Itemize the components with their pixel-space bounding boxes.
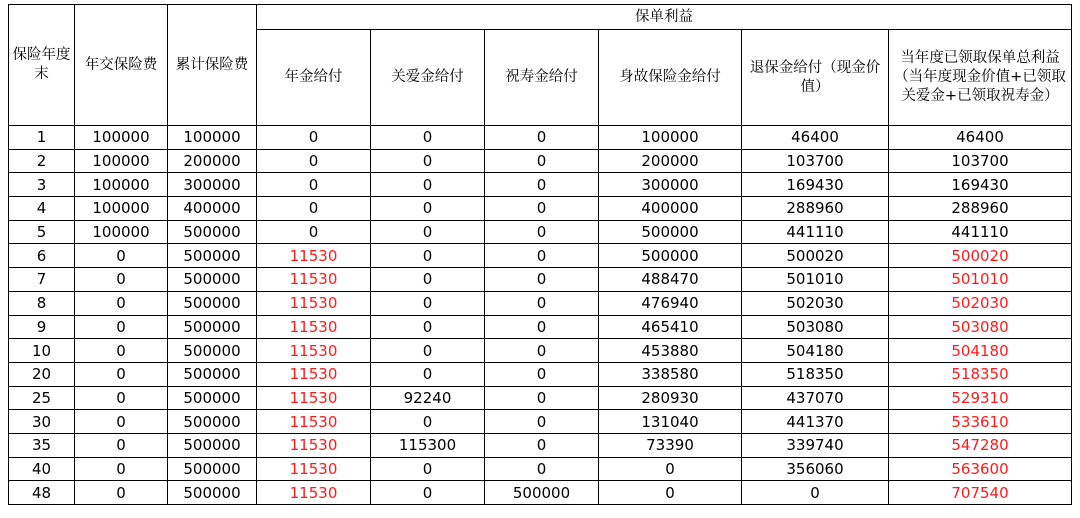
cell-policy-year: 3 <box>9 173 75 197</box>
cell-annual-premium: 100000 <box>75 126 168 150</box>
cell-death-benefit: 0 <box>599 457 742 481</box>
cell-annual-premium: 100000 <box>75 220 168 244</box>
table-row <box>9 339 1072 363</box>
cell-annual-premium: 100000 <box>75 197 168 221</box>
cell-cumulative-premium: 500000 <box>168 268 257 292</box>
header-surrender-value: 退保金给付（现金价值） <box>742 30 889 126</box>
cell-death-benefit: 0 <box>599 481 742 505</box>
cell-annual-premium: 0 <box>75 410 168 434</box>
cell-death-benefit: 488470 <box>599 268 742 292</box>
cell-policy-year: 1 <box>9 126 75 150</box>
cell-total-benefit: 502030 <box>889 291 1072 315</box>
cell-longevity-fund: 0 <box>485 197 599 221</box>
cell-death-benefit: 100000 <box>599 126 742 150</box>
cell-death-benefit: 131040 <box>599 410 742 434</box>
table-row <box>9 173 1072 197</box>
table-row <box>9 315 1072 339</box>
cell-care-fund: 0 <box>371 362 485 386</box>
cell-annual-premium: 100000 <box>75 173 168 197</box>
cell-annual-premium: 0 <box>75 481 168 505</box>
table-row <box>9 433 1072 457</box>
cell-cumulative-premium: 500000 <box>168 315 257 339</box>
cell-death-benefit: 500000 <box>599 244 742 268</box>
cell-total-benefit: 547280 <box>889 433 1072 457</box>
cell-longevity-fund: 0 <box>485 126 599 150</box>
cell-total-benefit: 503080 <box>889 315 1072 339</box>
cell-death-benefit: 465410 <box>599 315 742 339</box>
table-row <box>9 291 1072 315</box>
cell-annuity: 11530 <box>257 410 371 434</box>
cell-care-fund: 0 <box>371 149 485 173</box>
cell-annuity: 11530 <box>257 315 371 339</box>
cell-surrender-value: 437070 <box>742 386 889 410</box>
cell-total-benefit: 504180 <box>889 339 1072 363</box>
cell-total-benefit: 518350 <box>889 362 1072 386</box>
cell-surrender-value: 504180 <box>742 339 889 363</box>
cell-cumulative-premium: 500000 <box>168 244 257 268</box>
cell-annuity: 0 <box>257 220 371 244</box>
cell-cumulative-premium: 500000 <box>168 433 257 457</box>
cell-annual-premium: 0 <box>75 268 168 292</box>
cell-annuity: 11530 <box>257 386 371 410</box>
cell-policy-year: 5 <box>9 220 75 244</box>
cell-cumulative-premium: 100000 <box>168 126 257 150</box>
cell-surrender-value: 500020 <box>742 244 889 268</box>
cell-policy-year: 4 <box>9 197 75 221</box>
cell-cumulative-premium: 500000 <box>168 220 257 244</box>
cell-annuity: 11530 <box>257 362 371 386</box>
cell-surrender-value: 503080 <box>742 315 889 339</box>
cell-total-benefit: 563600 <box>889 457 1072 481</box>
cell-annuity: 11530 <box>257 481 371 505</box>
cell-policy-year: 35 <box>9 433 75 457</box>
cell-total-benefit: 46400 <box>889 126 1072 150</box>
cell-death-benefit: 453880 <box>599 339 742 363</box>
cell-longevity-fund: 0 <box>485 457 599 481</box>
cell-annuity: 0 <box>257 173 371 197</box>
cell-care-fund: 0 <box>371 315 485 339</box>
cell-annuity: 11530 <box>257 433 371 457</box>
header-longevity-fund: 祝寿金给付 <box>485 30 599 126</box>
cell-cumulative-premium: 200000 <box>168 149 257 173</box>
cell-policy-year: 10 <box>9 339 75 363</box>
cell-death-benefit: 73390 <box>599 433 742 457</box>
policy-benefit-table <box>8 4 1072 505</box>
cell-longevity-fund: 500000 <box>485 481 599 505</box>
cell-death-benefit: 300000 <box>599 173 742 197</box>
cell-total-benefit: 500020 <box>889 244 1072 268</box>
header-policy-year-end: 保险年度末 <box>9 5 75 126</box>
cell-surrender-value: 501010 <box>742 268 889 292</box>
header-total-benefit: 当年度已领取保单总利益（当年度现金价值+已领取关爱金+已领取祝寿金） <box>889 30 1072 126</box>
cell-surrender-value: 169430 <box>742 173 889 197</box>
cell-longevity-fund: 0 <box>485 410 599 434</box>
cell-annual-premium: 0 <box>75 244 168 268</box>
cell-total-benefit: 529310 <box>889 386 1072 410</box>
cell-longevity-fund: 0 <box>485 173 599 197</box>
cell-total-benefit: 103700 <box>889 149 1072 173</box>
cell-cumulative-premium: 500000 <box>168 386 257 410</box>
cell-surrender-value: 103700 <box>742 149 889 173</box>
cell-annual-premium: 0 <box>75 457 168 481</box>
header-care-fund: 关爱金给付 <box>371 30 485 126</box>
cell-surrender-value: 518350 <box>742 362 889 386</box>
cell-care-fund: 0 <box>371 197 485 221</box>
cell-surrender-value: 502030 <box>742 291 889 315</box>
cell-policy-year: 9 <box>9 315 75 339</box>
cell-annuity: 11530 <box>257 244 371 268</box>
cell-total-benefit: 169430 <box>889 173 1072 197</box>
header-benefit-group: 保单利益 <box>257 5 1072 30</box>
cell-longevity-fund: 0 <box>485 244 599 268</box>
cell-cumulative-premium: 500000 <box>168 362 257 386</box>
header-group-row <box>9 5 1072 30</box>
cell-surrender-value: 356060 <box>742 457 889 481</box>
table-row <box>9 386 1072 410</box>
cell-annuity: 11530 <box>257 291 371 315</box>
cell-longevity-fund: 0 <box>485 149 599 173</box>
cell-care-fund: 92240 <box>371 386 485 410</box>
cell-care-fund: 0 <box>371 339 485 363</box>
cell-annual-premium: 0 <box>75 291 168 315</box>
cell-cumulative-premium: 400000 <box>168 197 257 221</box>
table-row <box>9 268 1072 292</box>
cell-total-benefit: 707540 <box>889 481 1072 505</box>
cell-policy-year: 48 <box>9 481 75 505</box>
table-row <box>9 149 1072 173</box>
cell-annuity: 11530 <box>257 339 371 363</box>
table-row <box>9 457 1072 481</box>
table-row <box>9 362 1072 386</box>
table-row <box>9 244 1072 268</box>
cell-surrender-value: 441370 <box>742 410 889 434</box>
cell-annuity: 0 <box>257 126 371 150</box>
cell-policy-year: 6 <box>9 244 75 268</box>
cell-cumulative-premium: 500000 <box>168 481 257 505</box>
cell-death-benefit: 400000 <box>599 197 742 221</box>
cell-longevity-fund: 0 <box>485 386 599 410</box>
table-row <box>9 481 1072 505</box>
cell-longevity-fund: 0 <box>485 433 599 457</box>
cell-care-fund: 0 <box>371 268 485 292</box>
header-annual-premium: 年交保险费 <box>75 5 168 126</box>
cell-policy-year: 25 <box>9 386 75 410</box>
cell-care-fund: 0 <box>371 244 485 268</box>
cell-cumulative-premium: 500000 <box>168 339 257 363</box>
cell-surrender-value: 46400 <box>742 126 889 150</box>
cell-annual-premium: 100000 <box>75 149 168 173</box>
cell-annual-premium: 0 <box>75 362 168 386</box>
cell-cumulative-premium: 500000 <box>168 457 257 481</box>
cell-death-benefit: 200000 <box>599 149 742 173</box>
cell-surrender-value: 441110 <box>742 220 889 244</box>
cell-longevity-fund: 0 <box>485 220 599 244</box>
table-row <box>9 197 1072 221</box>
cell-care-fund: 0 <box>371 173 485 197</box>
cell-care-fund: 0 <box>371 410 485 434</box>
cell-annuity: 0 <box>257 149 371 173</box>
cell-policy-year: 8 <box>9 291 75 315</box>
cell-annual-premium: 0 <box>75 386 168 410</box>
cell-cumulative-premium: 500000 <box>168 291 257 315</box>
cell-longevity-fund: 0 <box>485 315 599 339</box>
cell-longevity-fund: 0 <box>485 268 599 292</box>
cell-care-fund: 0 <box>371 481 485 505</box>
cell-annual-premium: 0 <box>75 339 168 363</box>
header-annuity: 年金给付 <box>257 30 371 126</box>
cell-policy-year: 30 <box>9 410 75 434</box>
table-row <box>9 220 1072 244</box>
cell-cumulative-premium: 300000 <box>168 173 257 197</box>
cell-cumulative-premium: 500000 <box>168 410 257 434</box>
cell-care-fund: 0 <box>371 291 485 315</box>
cell-care-fund: 115300 <box>371 433 485 457</box>
cell-policy-year: 2 <box>9 149 75 173</box>
cell-policy-year: 20 <box>9 362 75 386</box>
cell-total-benefit: 501010 <box>889 268 1072 292</box>
cell-surrender-value: 0 <box>742 481 889 505</box>
cell-annual-premium: 0 <box>75 433 168 457</box>
cell-death-benefit: 500000 <box>599 220 742 244</box>
cell-total-benefit: 441110 <box>889 220 1072 244</box>
cell-annuity: 11530 <box>257 268 371 292</box>
cell-care-fund: 0 <box>371 220 485 244</box>
cell-annual-premium: 0 <box>75 315 168 339</box>
cell-care-fund: 0 <box>371 126 485 150</box>
table-body <box>9 126 1072 505</box>
cell-surrender-value: 288960 <box>742 197 889 221</box>
table-row <box>9 410 1072 434</box>
cell-longevity-fund: 0 <box>485 339 599 363</box>
cell-policy-year: 7 <box>9 268 75 292</box>
cell-annuity: 0 <box>257 197 371 221</box>
cell-care-fund: 0 <box>371 457 485 481</box>
cell-longevity-fund: 0 <box>485 291 599 315</box>
cell-longevity-fund: 0 <box>485 362 599 386</box>
cell-policy-year: 40 <box>9 457 75 481</box>
cell-death-benefit: 280930 <box>599 386 742 410</box>
cell-annuity: 11530 <box>257 457 371 481</box>
header-cumulative-premium: 累计保险费 <box>168 5 257 126</box>
table-row <box>9 126 1072 150</box>
cell-surrender-value: 339740 <box>742 433 889 457</box>
cell-total-benefit: 533610 <box>889 410 1072 434</box>
header-death-benefit: 身故保险金给付 <box>599 30 742 126</box>
cell-total-benefit: 288960 <box>889 197 1072 221</box>
cell-death-benefit: 476940 <box>599 291 742 315</box>
cell-death-benefit: 338580 <box>599 362 742 386</box>
